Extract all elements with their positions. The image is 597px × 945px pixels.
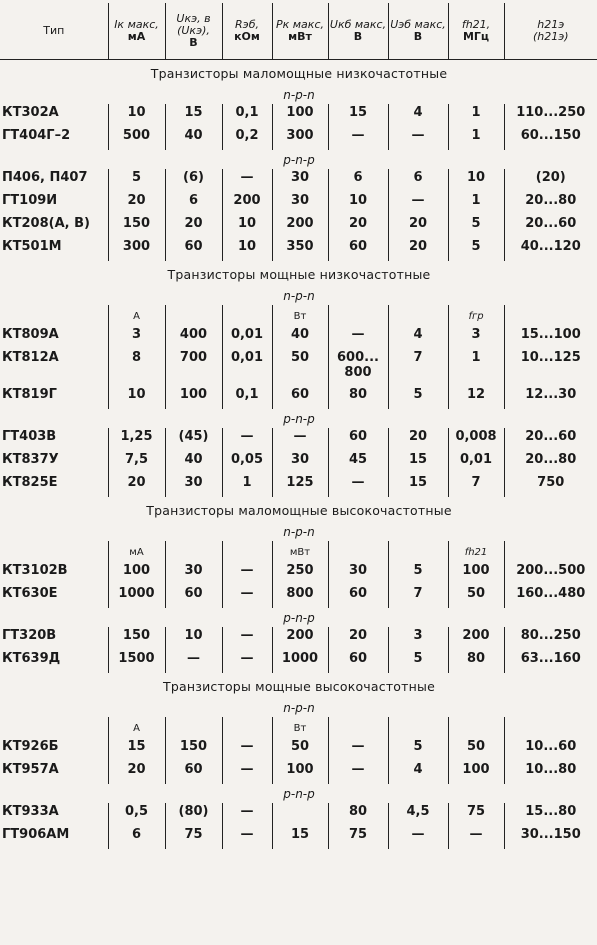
header-h21e: h21э (h21э) [504, 3, 597, 60]
cell: — [222, 803, 272, 826]
cell: 20 [108, 761, 165, 784]
header-type: Тип [0, 3, 108, 60]
table-row [0, 428, 597, 451]
cell: 800 [272, 585, 328, 608]
header-ik: Iк макс, мА [108, 3, 165, 60]
cell: 15 [108, 738, 165, 761]
cell: ГТ403В [2, 429, 57, 444]
cell: 0,01 [222, 326, 272, 349]
conductivity-type: p-n-p [283, 412, 315, 426]
cell: 60 [165, 585, 222, 608]
table-row [0, 386, 597, 409]
cell: 6 [108, 826, 165, 849]
header-rbe: Rэб, кОм [222, 3, 272, 60]
cell: — [222, 826, 272, 849]
table-row [0, 238, 597, 261]
cell: 7,5 [108, 451, 165, 474]
cell: 5 [388, 650, 448, 673]
cell: 20 [108, 474, 165, 497]
cell: 1 [448, 349, 504, 386]
cell: 60 [328, 650, 388, 673]
cell: 4,5 [388, 803, 448, 826]
cell: 1 [222, 474, 272, 497]
cell: (80) [165, 803, 222, 826]
cell: 100 [448, 761, 504, 784]
cell: 20 [388, 215, 448, 238]
units-row [0, 541, 597, 562]
cell: 20 [328, 627, 388, 650]
cell [222, 305, 272, 326]
cell: 7 [448, 474, 504, 497]
cell: 15...100 [504, 326, 597, 349]
section-title-row [0, 261, 597, 286]
units-row [0, 305, 597, 326]
cell [448, 717, 504, 738]
unit-cell: А [108, 717, 165, 738]
cell: 200...500 [504, 562, 597, 585]
cell: 700 [165, 349, 222, 386]
cell: 100 [108, 562, 165, 585]
cell: 1,25 [108, 428, 165, 451]
type-row [0, 698, 597, 717]
cell: 400 [165, 326, 222, 349]
cell: 0,05 [222, 451, 272, 474]
cell: 6 [388, 169, 448, 192]
unit-cell: Вт [272, 305, 328, 326]
cell: 100 [165, 386, 222, 409]
cell: 1500 [108, 650, 165, 673]
conductivity-type: n-p-n [283, 88, 315, 102]
cell: — [222, 169, 272, 192]
cell: 7 [388, 349, 448, 386]
cell: 300 [108, 238, 165, 261]
cell: (20) [504, 169, 597, 192]
cell: — [222, 650, 272, 673]
cell: КТ812А [2, 350, 59, 365]
cell: 1000 [272, 650, 328, 673]
cell: 0,1 [222, 386, 272, 409]
type-row [0, 608, 597, 627]
cell: — [328, 326, 388, 349]
cell [504, 717, 597, 738]
cell: 200 [272, 627, 328, 650]
cell: 60...150 [504, 127, 597, 150]
section-title-row [0, 60, 597, 86]
section-title: Транзисторы маломощные высокочастотные [146, 502, 452, 518]
cell [328, 717, 388, 738]
cell: 10...125 [504, 349, 597, 386]
cell: 50 [448, 738, 504, 761]
section-title: Транзисторы маломощные низкочастотные [150, 65, 448, 81]
cell: — [272, 428, 328, 451]
cell: 250 [272, 562, 328, 585]
cell: (45) [165, 428, 222, 451]
cell: П406, П407 [2, 170, 88, 185]
cell: КТ809А [2, 327, 59, 342]
cell: — [222, 627, 272, 650]
cell [504, 541, 597, 562]
conductivity-type: p-n-p [283, 787, 315, 801]
unit-cell: А [108, 305, 165, 326]
cell: 4 [388, 104, 448, 127]
cell [388, 305, 448, 326]
cell: — [222, 562, 272, 585]
cell: КТ208(А, В) [2, 216, 90, 231]
cell: 15 [388, 451, 448, 474]
cell: КТ630Е [2, 586, 58, 601]
cell: — [388, 826, 448, 849]
cell: — [222, 585, 272, 608]
cell: 50 [448, 585, 504, 608]
table-row [0, 169, 597, 192]
cell: ГТ404Г–2 [2, 128, 71, 143]
cell: 10 [448, 169, 504, 192]
cell: 150 [108, 215, 165, 238]
type-row [0, 85, 597, 104]
cell: — [222, 428, 272, 451]
cell: КТ501М [2, 239, 62, 254]
unit-cell: мА [108, 541, 165, 562]
cell [0, 541, 108, 562]
cell: 4 [388, 326, 448, 349]
cell: 7 [388, 585, 448, 608]
cell: 80 [328, 803, 388, 826]
header-uke: Uкэ, в (Uкэ), В [165, 3, 222, 60]
cell: 350 [272, 238, 328, 261]
cell: КТ639Д [2, 651, 61, 666]
cell: 200 [448, 627, 504, 650]
cell: 1 [448, 127, 504, 150]
cell: 20...60 [504, 428, 597, 451]
cell [328, 541, 388, 562]
cell [165, 541, 222, 562]
cell: 30 [272, 192, 328, 215]
conductivity-type: n-p-n [283, 525, 315, 539]
cell: 4 [388, 761, 448, 784]
cell: 0,01 [222, 349, 272, 386]
cell: (6) [165, 169, 222, 192]
conductivity-type: n-p-n [283, 289, 315, 303]
cell: 160...480 [504, 585, 597, 608]
cell: 10 [108, 104, 165, 127]
header-fh21: fh21, МГц [448, 3, 504, 60]
table-row [0, 104, 597, 127]
cell: 10 [222, 215, 272, 238]
cell: 0,01 [448, 451, 504, 474]
cell: 40 [272, 326, 328, 349]
cell: 5 [448, 215, 504, 238]
cell: 10 [108, 386, 165, 409]
cell: 5 [388, 562, 448, 585]
table-row [0, 826, 597, 849]
cell [388, 717, 448, 738]
cell: 100 [448, 562, 504, 585]
cell: 15...80 [504, 803, 597, 826]
cell: 30 [165, 474, 222, 497]
table-row [0, 627, 597, 650]
table-row [0, 803, 597, 826]
cell: 8 [108, 349, 165, 386]
cell: — [328, 474, 388, 497]
cell: 60 [165, 238, 222, 261]
cell: 15 [328, 104, 388, 127]
cell: 3 [448, 326, 504, 349]
cell: 10...80 [504, 761, 597, 784]
cell: 0,1 [222, 104, 272, 127]
cell: 150 [108, 627, 165, 650]
cell: 5 [388, 738, 448, 761]
cell [0, 717, 108, 738]
cell: 40 [165, 127, 222, 150]
table-row [0, 650, 597, 673]
cell: КТ3102В [2, 563, 68, 578]
cell: 200 [272, 215, 328, 238]
cell: 1 [448, 104, 504, 127]
cell: 75 [448, 803, 504, 826]
type-row [0, 522, 597, 541]
table-row [0, 738, 597, 761]
cell: 60 [272, 386, 328, 409]
cell: 10 [222, 238, 272, 261]
cell: 6 [165, 192, 222, 215]
cell: — [328, 761, 388, 784]
cell: 60 [328, 238, 388, 261]
unit-cell: мВт [272, 541, 328, 562]
type-row [0, 150, 597, 169]
cell: 3 [388, 627, 448, 650]
cell: 20 [388, 428, 448, 451]
cell: — [448, 826, 504, 849]
cell: КТ837У [2, 452, 59, 467]
table-row [0, 474, 597, 497]
section-title: Транзисторы мощные высокочастотные [163, 678, 435, 694]
cell: 80...250 [504, 627, 597, 650]
cell: 30 [328, 562, 388, 585]
cell [222, 717, 272, 738]
cell: ГТ109И [2, 193, 58, 208]
cell: 15 [165, 104, 222, 127]
cell: 30...150 [504, 826, 597, 849]
cell: 12 [448, 386, 504, 409]
type-row [0, 286, 597, 305]
type-row [0, 784, 597, 803]
cell: 5 [388, 386, 448, 409]
cell: 40 [165, 451, 222, 474]
cell: 200 [222, 192, 272, 215]
cell: 30 [165, 562, 222, 585]
table-row [0, 562, 597, 585]
cell: 10 [165, 627, 222, 650]
header-ueb: Uэб макс, В [388, 3, 448, 60]
cell: 110...250 [504, 104, 597, 127]
cell: 60 [328, 428, 388, 451]
cell: 600... 800 [328, 349, 388, 386]
table-row [0, 127, 597, 150]
cell: — [165, 650, 222, 673]
cell: 150 [165, 738, 222, 761]
cell [272, 803, 328, 826]
table-row [0, 761, 597, 784]
unit-cell: Вт [272, 717, 328, 738]
cell: 500 [108, 127, 165, 150]
section-title-row [0, 497, 597, 522]
cell: 300 [272, 127, 328, 150]
header-pk: Pк макс, мВт [272, 3, 328, 60]
cell: 20...80 [504, 192, 597, 215]
cell: 100 [272, 104, 328, 127]
cell [165, 717, 222, 738]
cell: 20 [165, 215, 222, 238]
cell: 80 [448, 650, 504, 673]
cell: — [222, 761, 272, 784]
cell: 20 [388, 238, 448, 261]
cell: 10...60 [504, 738, 597, 761]
cell: 10 [328, 192, 388, 215]
section-title: Транзисторы мощные низкочастотные [167, 266, 431, 282]
cell: 80 [328, 386, 388, 409]
cell: 1 [448, 192, 504, 215]
cell: 30 [272, 169, 328, 192]
cell: — [222, 738, 272, 761]
cell: 125 [272, 474, 328, 497]
header-ukb: Uкб макс, В [328, 3, 388, 60]
cell [504, 305, 597, 326]
cell: 5 [108, 169, 165, 192]
cell: 15 [388, 474, 448, 497]
cell: 750 [504, 474, 597, 497]
cell: 5 [448, 238, 504, 261]
table-row [0, 451, 597, 474]
cell: КТ933А [2, 804, 59, 819]
conductivity-type: p-n-p [283, 611, 315, 625]
cell: 6 [328, 169, 388, 192]
cell: 0,5 [108, 803, 165, 826]
conductivity-type: p-n-p [283, 153, 315, 167]
cell [328, 305, 388, 326]
cell: 75 [328, 826, 388, 849]
cell: 60 [165, 761, 222, 784]
cell: КТ926Б [2, 739, 59, 754]
cell: 100 [272, 761, 328, 784]
section-title-row [0, 673, 597, 698]
table-row [0, 326, 597, 349]
cell: 75 [165, 826, 222, 849]
cell: — [328, 127, 388, 150]
cell: ГТ906АМ [2, 827, 70, 842]
cell: КТ819Г [2, 387, 57, 402]
table-row [0, 215, 597, 238]
unit-cell: fгр [448, 305, 504, 326]
cell: КТ825Е [2, 475, 58, 490]
cell [0, 305, 108, 326]
cell: 15 [272, 826, 328, 849]
cell: 40...120 [504, 238, 597, 261]
units-row [0, 717, 597, 738]
table-row [0, 192, 597, 215]
cell: 20...80 [504, 451, 597, 474]
table-row [0, 349, 597, 386]
conductivity-type: n-p-n [283, 701, 315, 715]
header-row [0, 3, 597, 60]
cell [222, 541, 272, 562]
cell: 30 [272, 451, 328, 474]
cell: 60 [328, 585, 388, 608]
cell: 20 [328, 215, 388, 238]
cell: 1000 [108, 585, 165, 608]
cell: 50 [272, 738, 328, 761]
cell [165, 305, 222, 326]
cell [388, 541, 448, 562]
cell: 45 [328, 451, 388, 474]
cell: — [388, 192, 448, 215]
type-row [0, 409, 597, 428]
cell: — [388, 127, 448, 150]
cell: 0,2 [222, 127, 272, 150]
unit-cell: fh21 [448, 541, 504, 562]
cell: КТ302А [2, 105, 59, 120]
cell: КТ957А [2, 762, 59, 777]
cell: 12...30 [504, 386, 597, 409]
cell: 63...160 [504, 650, 597, 673]
cell: 0,008 [448, 428, 504, 451]
transistor-parameters-table [0, 3, 597, 849]
table-row [0, 585, 597, 608]
cell: 3 [108, 326, 165, 349]
cell: 20...60 [504, 215, 597, 238]
cell: 20 [108, 192, 165, 215]
cell: 50 [272, 349, 328, 386]
cell: ГТ320В [2, 628, 57, 643]
cell: — [328, 738, 388, 761]
